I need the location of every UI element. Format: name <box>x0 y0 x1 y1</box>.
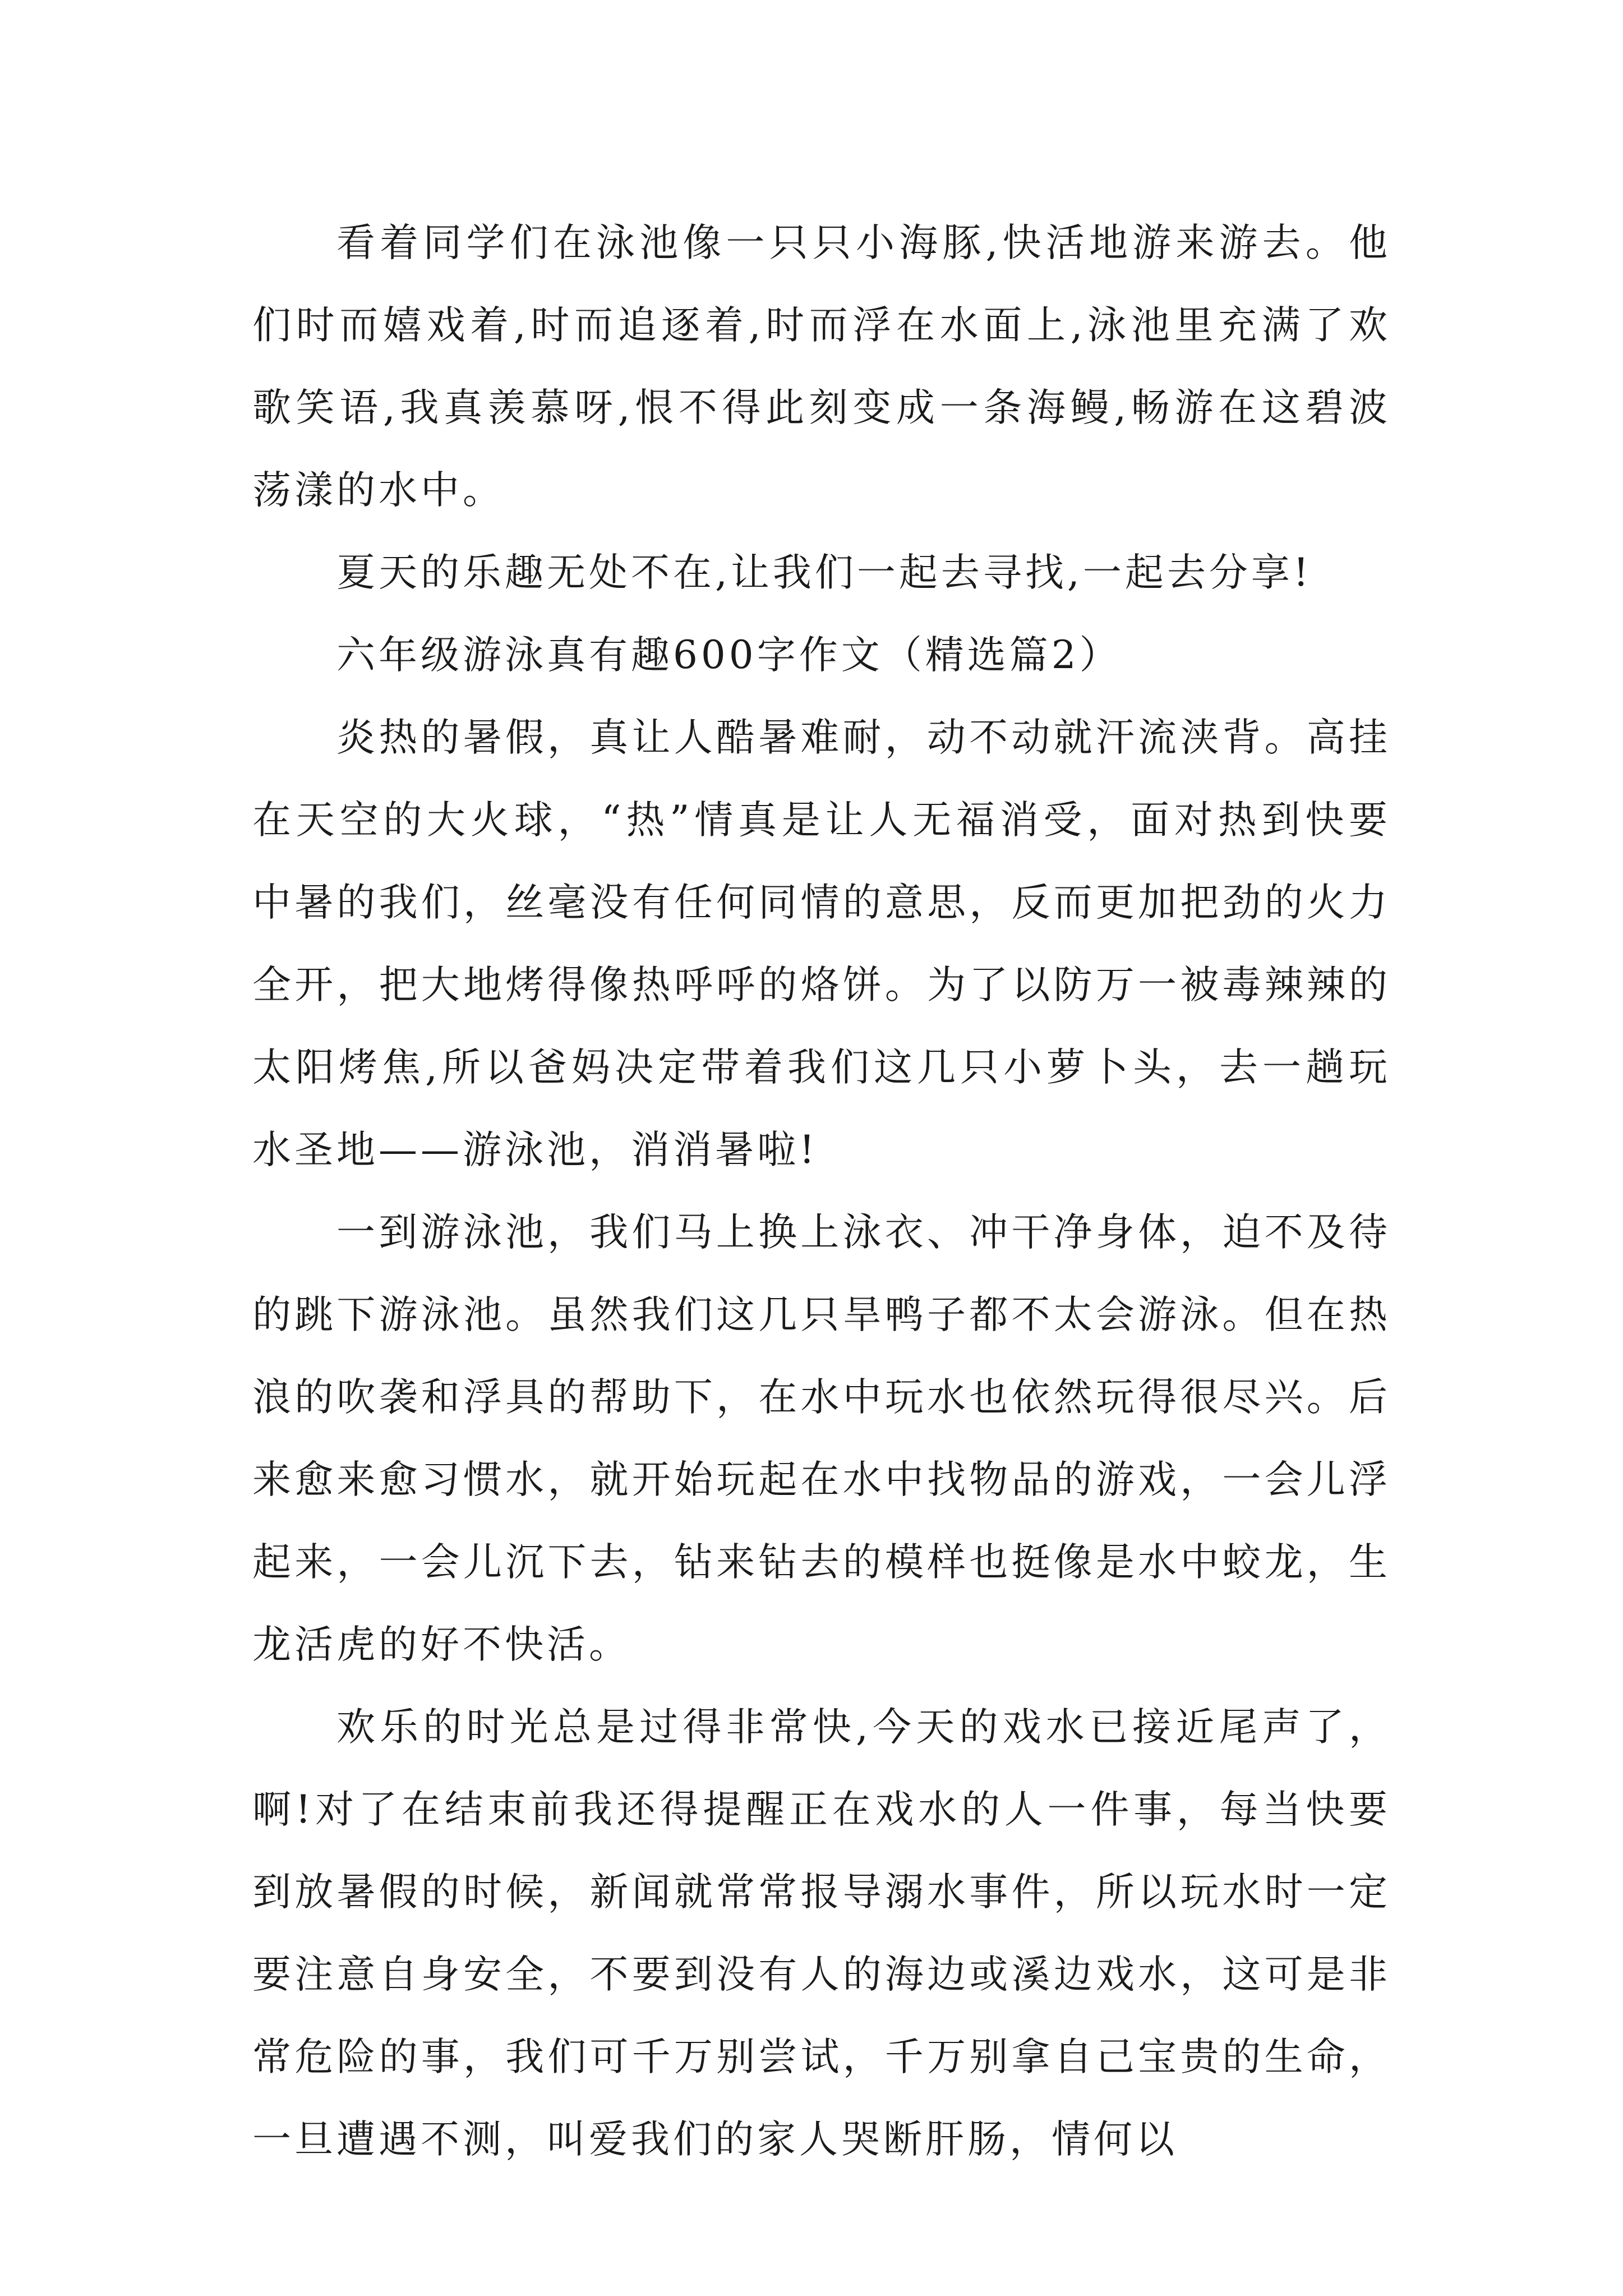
paragraph-hot-summer: 炎热的暑假，真让人酷暑难耐，动不动就汗流浃背。高挂在天空的大火球，“热”情真是让人无福消受，面对热到快要中暑的我们，丝毫没有任何同情的意思，反而更加把劲的火力全开，把大地烤得像热呼呼的烙饼。为了以防万一被毒辣辣的太阳烤焦,所以爸妈决定带着我们这几只小萝卜头，去一趟玩水圣地——游泳池，消消暑啦! <box>252 715 1391 1172</box>
paragraph-summer-fun: 夏天的乐趣无处不在,让我们一起去寻找,一起去分享! <box>336 550 1312 595</box>
paragraph-safety-reminder: 欢乐的时光总是过得非常快,今天的戏水已接近尾声了，啊!对了在结束前我还得提醒正在戏水的人一件事，每当快要到放暑假的时候，新闻就常常报导溺水事件，所以玩水时一定要注意自身安全，不要到没有人的海边或溪边戏水，这可是非常危险的事，我们可千万别尝试，千万别拿自己宝贵的生命，一旦遭遇不测，叫爱我们的家人哭断肝肠，情何以 <box>252 1705 1391 2162</box>
section-heading: 六年级游泳真有趣600字作文（精选篇2） <box>336 633 1122 678</box>
document-body <box>252 202 1391 2181</box>
paragraph-at-pool: 一到游泳池，我们马上换上泳衣、冲干净身体，迫不及待的跳下游泳池。虽然我们这几只旱鸭子都不太会游泳。但在热浪的吹袭和浮具的帮助下，在水中玩水也依然玩得很尽兴。后来愈来愈习惯水，就开始玩起在水中找物品的游戏，一会儿浮起来，一会儿沉下去，钻来钻去的模样也挺像是水中蛟龙，生龙活虎的好不快活。 <box>252 1210 1391 1667</box>
paragraph-swimming-classmates: 看着同学们在泳池像一只只小海豚,快活地游来游去。他们时而嬉戏着,时而追逐着,时而浮在水面上,泳池里充满了欢歌笑语,我真羡慕呀,恨不得此刻变成一条海鳗,畅游在这碧波荡漾的水中。 <box>252 220 1391 513</box>
